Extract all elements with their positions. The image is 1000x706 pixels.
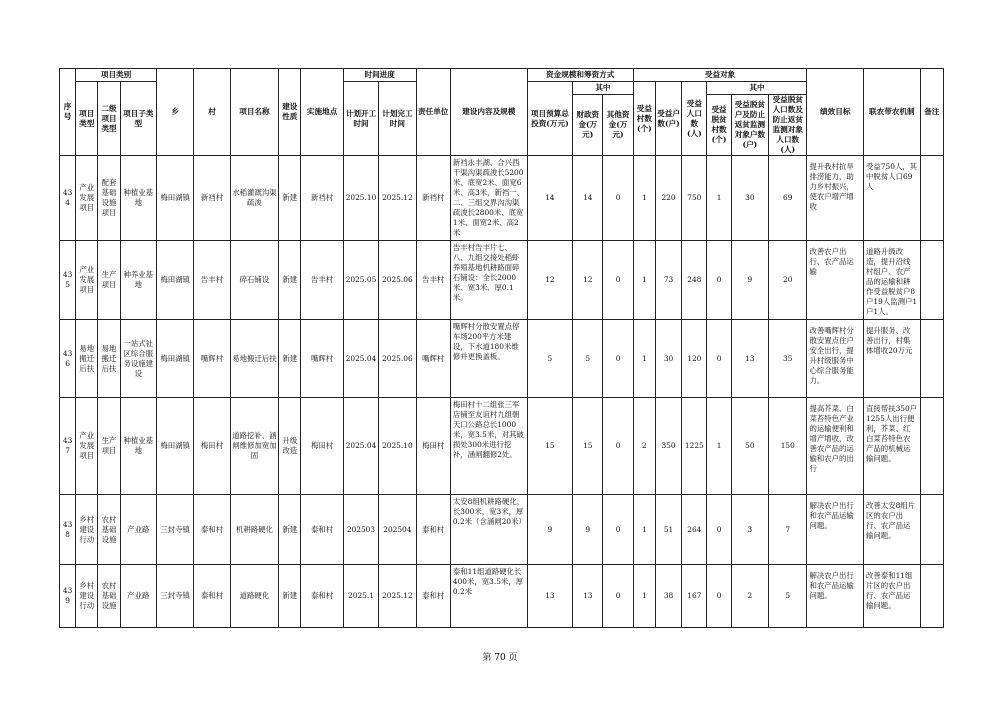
header-ben-households: 受益户数(户)	[655, 82, 681, 156]
cell-ben-villages: 1	[633, 565, 655, 628]
cell-sub-type: 一站式社区综合服务设施建设	[120, 320, 156, 398]
cell-village: 泰和村	[194, 495, 230, 565]
table-body	[60, 156, 944, 628]
cell-mechanism: 直接帮扶350户1255人出行便利，芥菜、红白菜苔特色农产品的机械运输问题。	[864, 398, 921, 495]
cell-mechanism: 改善泰和11组片区的农户出行、农产品运输问题。	[864, 565, 921, 628]
cell-location: 泰和村	[301, 565, 343, 628]
cell-project-name: 机耕路硬化	[230, 495, 278, 565]
cell-ben-households: 350	[655, 398, 681, 495]
cell-planned-end: 2025.06	[379, 241, 416, 320]
cell-responsible-unit: 新裆村	[416, 156, 450, 241]
cell-ben-population: 750	[682, 156, 707, 241]
cell-content: 泰和11组道路硬化长400米，宽3.5米，厚0.2米	[450, 565, 527, 628]
header-build-nature: 建设性质	[279, 69, 301, 156]
cell-poor-villages: 1	[707, 398, 731, 495]
cell-remark	[920, 495, 943, 565]
header-poor-households: 受益脱贫户及防止返贫监测对象户数(户)	[731, 95, 768, 156]
cell-poor-population: 69	[769, 156, 807, 241]
table-row	[60, 241, 944, 320]
cell-poor-villages: 0	[707, 320, 731, 398]
header-village: 村	[194, 69, 230, 156]
header-funding: 资金规模和筹资方式	[527, 69, 633, 82]
cell-responsible-unit: 泰和村	[416, 495, 450, 565]
cell-content: 嘴辉村分散安置点停车场200平方米建设，下水道180米维修并更换盖板。	[450, 320, 527, 398]
cell-goal: 提升我村抗旱排涝能力，助力乡村振兴，使农户增产增收	[807, 156, 864, 241]
cell-build-nature: 新建	[279, 241, 301, 320]
cell-sub-type: 种植业基地	[120, 398, 156, 495]
cell-fiscal-funds: 15	[573, 398, 603, 495]
cell-goal: 改善农户出行、农产品运输	[807, 241, 864, 320]
cell-secondary-type: 农村基础设施	[98, 565, 120, 628]
cell-seq: 438	[60, 495, 76, 565]
cell-project-type: 产业发展项目	[76, 241, 98, 320]
cell-goal: 改善嘴辉村分散安置点住户安全出行，提升村级服务中心综合服务能力。	[807, 320, 864, 398]
cell-remark	[920, 398, 943, 495]
header-remark: 备注	[920, 69, 943, 156]
cell-location: 新裆村	[301, 156, 343, 241]
cell-build-nature: 新建	[279, 320, 301, 398]
cell-content: 梅田村十二组张三军店铺至友谊村九组朝天口公路总长1000米，宽3.5米，对其破损处300米进行挖补，涵闸翻修2处。	[450, 398, 527, 495]
cell-total-budget: 12	[527, 241, 572, 320]
cell-poor-villages: 0	[707, 241, 731, 320]
cell-planned-end: 202504	[379, 495, 416, 565]
cell-ben-population: 1225	[682, 398, 707, 495]
cell-other-funds: 0	[603, 495, 633, 565]
cell-other-funds: 0	[603, 565, 633, 628]
cell-remark	[920, 320, 943, 398]
header-beneficiaries: 受益对象	[633, 69, 807, 82]
cell-project-type: 乡村建设行动	[76, 495, 98, 565]
header-secondary-type: 二级项目类型	[98, 82, 120, 156]
cell-project-name: 碎石铺设	[230, 241, 278, 320]
page-number: 第 70 页	[482, 653, 518, 663]
header-of-which-2: 其中	[707, 82, 807, 95]
header-location: 实施地点	[301, 69, 343, 156]
cell-mechanism: 受益750人，其中脱贫人口69人	[864, 156, 921, 241]
header-ben-population: 受益人口数(人)	[682, 82, 707, 156]
table-row	[60, 565, 944, 628]
header-project-type: 项目类型	[76, 82, 98, 156]
cell-ben-population: 167	[682, 565, 707, 628]
cell-secondary-type: 生产项目	[98, 241, 120, 320]
cell-fiscal-funds: 5	[573, 320, 603, 398]
cell-other-funds: 0	[603, 156, 633, 241]
cell-ben-households: 51	[655, 495, 681, 565]
header-seq: 序号	[60, 69, 76, 156]
cell-project-type: 易地搬迁后扶	[76, 320, 98, 398]
cell-responsible-unit: 嘴辉村	[416, 320, 450, 398]
cell-planned-end: 2025.12	[379, 156, 416, 241]
cell-remark	[920, 241, 943, 320]
cell-other-funds: 0	[603, 398, 633, 495]
cell-seq: 436	[60, 320, 76, 398]
cell-responsible-unit: 梅田村	[416, 398, 450, 495]
cell-secondary-type: 生产项目	[98, 398, 120, 495]
cell-ben-population: 248	[682, 241, 707, 320]
cell-planned-end: 2025.10	[379, 398, 416, 495]
cell-build-nature: 新建	[279, 565, 301, 628]
header-responsible: 责任单位	[416, 69, 450, 156]
project-table	[59, 68, 944, 628]
header-planned-start: 计划开工时间	[343, 82, 378, 156]
table-row	[60, 495, 944, 565]
header-other-funds: 其他资金(万元)	[603, 95, 633, 156]
cell-remark	[920, 156, 943, 241]
cell-poor-population: 35	[769, 320, 807, 398]
header-fiscal-funds: 财政资金(万元)	[573, 95, 603, 156]
cell-total-budget: 5	[527, 320, 572, 398]
table-row	[60, 398, 944, 495]
table-row	[60, 320, 944, 398]
cell-fiscal-funds: 14	[573, 156, 603, 241]
cell-poor-population: 20	[769, 241, 807, 320]
cell-poor-population: 7	[769, 495, 807, 565]
cell-total-budget: 15	[527, 398, 572, 495]
cell-build-nature: 升级改造	[279, 398, 301, 495]
cell-content: 新裆永丰湖、合兴西干渠沟渠疏浚长5200米、底宽2米、面宽6米、高3米，新裆一、二、三组交界沟沟渠疏浚长2800米、底宽1米、面宽2米、高2米	[450, 156, 527, 241]
cell-goal: 解决农户出行和农产品运输问题。	[807, 565, 864, 628]
cell-poor-villages: 0	[707, 565, 731, 628]
cell-planned-start: 202503	[343, 495, 378, 565]
cell-goal: 解决农户出行和农产品运输问题。	[807, 495, 864, 565]
cell-project-name: 水稻灌溉沟渠疏浚	[230, 156, 278, 241]
header-goal: 绩效目标	[807, 69, 864, 156]
cell-ben-villages: 1	[633, 156, 655, 241]
header-ben-villages: 受益村数(个)	[633, 82, 655, 156]
cell-project-type: 产业发展项目	[76, 398, 98, 495]
cell-poor-households: 13	[731, 320, 768, 398]
cell-poor-households: 2	[731, 565, 768, 628]
cell-total-budget: 9	[527, 495, 572, 565]
cell-planned-start: 2025.1	[343, 565, 378, 628]
cell-project-name: 道路挖补、涵闸维修加宽加固	[230, 398, 278, 495]
header-mechanism: 联农带农机制	[864, 69, 921, 156]
cell-project-type: 乡村建设行动	[76, 565, 98, 628]
cell-content: 告丰村告丰片七、八、九组交接处稻虾养殖基地机耕路面碎石铺设：全长2000米、宽3米、厚0.1米。	[450, 241, 527, 320]
cell-planned-end: 2025.12	[379, 565, 416, 628]
cell-ben-villages: 2	[633, 398, 655, 495]
cell-township: 三封寺镇	[156, 495, 193, 565]
cell-ben-population: 264	[682, 495, 707, 565]
cell-other-funds: 0	[603, 320, 633, 398]
cell-sub-type: 产业路	[120, 495, 156, 565]
cell-project-type: 产业发展项目	[76, 156, 98, 241]
cell-responsible-unit: 泰和村	[416, 565, 450, 628]
cell-village: 嘴辉村	[194, 320, 230, 398]
cell-ben-villages: 1	[633, 241, 655, 320]
cell-poor-households: 50	[731, 398, 768, 495]
cell-mechanism: 改善太安8组片区的农户出行、农产品运输问题。	[864, 495, 921, 565]
cell-poor-population: 5	[769, 565, 807, 628]
header-content: 建设内容及规模	[450, 69, 527, 156]
cell-sub-type: 种养业基地	[120, 241, 156, 320]
cell-township: 三封寺镇	[156, 565, 193, 628]
cell-project-name: 道路硬化	[230, 565, 278, 628]
header-township: 乡	[156, 69, 193, 156]
cell-ben-villages: 1	[633, 495, 655, 565]
cell-secondary-type: 易地搬迁后扶	[98, 320, 120, 398]
cell-secondary-type: 农村基础设施	[98, 495, 120, 565]
cell-ben-households: 30	[655, 320, 681, 398]
cell-village: 泰和村	[194, 565, 230, 628]
header-poor-population: 受益脱贫人口数及防止返贫监测对象人口数(人)	[769, 95, 807, 156]
cell-poor-population: 150	[769, 398, 807, 495]
cell-seq: 437	[60, 398, 76, 495]
cell-fiscal-funds: 12	[573, 241, 603, 320]
cell-build-nature: 新建	[279, 156, 301, 241]
cell-location: 嘴辉村	[301, 320, 343, 398]
cell-seq: 439	[60, 565, 76, 628]
cell-sub-type: 产业路	[120, 565, 156, 628]
cell-location: 泰和村	[301, 495, 343, 565]
header-sub-type: 项目子类型	[120, 82, 156, 156]
cell-planned-start: 2025.04	[343, 398, 378, 495]
cell-village: 梅田村	[194, 398, 230, 495]
cell-poor-households: 9	[731, 241, 768, 320]
cell-ben-villages: 1	[633, 320, 655, 398]
cell-poor-households: 30	[731, 156, 768, 241]
header-project-category: 项目类别	[76, 69, 157, 82]
cell-remark	[920, 565, 943, 628]
cell-total-budget: 14	[527, 156, 572, 241]
cell-planned-start: 2025.04	[343, 320, 378, 398]
cell-fiscal-funds: 13	[573, 565, 603, 628]
cell-mechanism: 提升服务、改善出行，村集体增收20万元	[864, 320, 921, 398]
cell-seq: 435	[60, 241, 76, 320]
cell-village: 告丰村	[194, 241, 230, 320]
cell-ben-population: 120	[682, 320, 707, 398]
cell-ben-households: 73	[655, 241, 681, 320]
cell-total-budget: 13	[527, 565, 572, 628]
cell-township: 梅田湖镇	[156, 156, 193, 241]
cell-sub-type: 种植业基地	[120, 156, 156, 241]
cell-planned-start: 2025.05	[343, 241, 378, 320]
header-of-which: 其中	[573, 82, 634, 95]
cell-content: 太安8组机耕路硬化，长300米，宽3米，厚0.2米（含涵闸20米）	[450, 495, 527, 565]
cell-other-funds: 0	[603, 241, 633, 320]
header-schedule: 时间进度	[343, 69, 416, 82]
cell-goal: 提高芥菜、白菜苔特色产业的运输便利和增产增收，改善农产品的运输和农户的出行	[807, 398, 864, 495]
cell-responsible-unit: 告丰村	[416, 241, 450, 320]
cell-project-name: 易地搬迁后扶	[230, 320, 278, 398]
cell-township: 梅田湖镇	[156, 398, 193, 495]
cell-ben-households: 38	[655, 565, 681, 628]
cell-township: 梅田湖镇	[156, 320, 193, 398]
cell-planned-start: 2025.10	[343, 156, 378, 241]
cell-poor-households: 3	[731, 495, 768, 565]
cell-seq: 434	[60, 156, 76, 241]
cell-ben-households: 220	[655, 156, 681, 241]
header-total-budget: 项目预算总投资(万元)	[527, 82, 572, 156]
header-planned-end: 计划完工时间	[379, 82, 416, 156]
cell-village: 新裆村	[194, 156, 230, 241]
cell-poor-villages: 1	[707, 156, 731, 241]
table-row	[60, 156, 944, 241]
header-project-name: 项目名称	[230, 69, 278, 156]
header-poor-villages: 受益脱贫村数(个)	[707, 95, 731, 156]
cell-location: 告丰村	[301, 241, 343, 320]
cell-township: 梅田湖镇	[156, 241, 193, 320]
cell-secondary-type: 配套基础设施项目	[98, 156, 120, 241]
cell-fiscal-funds: 9	[573, 495, 603, 565]
cell-poor-villages: 0	[707, 495, 731, 565]
cell-build-nature: 新建	[279, 495, 301, 565]
cell-location: 梅田村	[301, 398, 343, 495]
cell-mechanism: 道路升级改造，提升沿线村组户、农产品的运输和耕作受益脱贫户8户19人监测户1户1人。	[864, 241, 921, 320]
cell-planned-end: 2025.06	[379, 320, 416, 398]
